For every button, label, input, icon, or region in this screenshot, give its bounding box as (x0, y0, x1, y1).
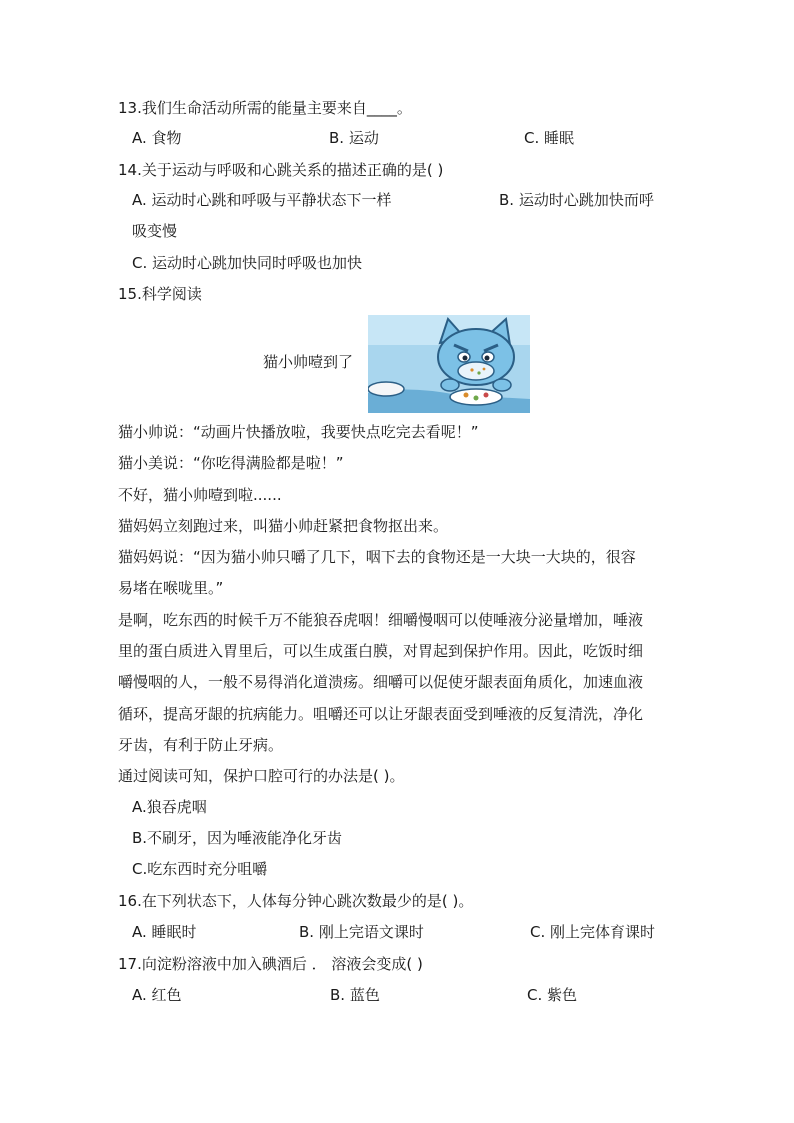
q15-question: 通过阅读可知，保护口腔可行的办法是( )。 (118, 767, 405, 785)
q15-option-b: B.不刷牙，因为唾液能净化牙齿 (132, 829, 343, 847)
passage-line: 里的蛋白质进入胃里后，可以生成蛋白膜，对胃起到保护作用。因此，吃饭时细 (118, 642, 644, 660)
q15-option-a: A.狼吞虎咽 (132, 798, 207, 816)
cat-eating-icon (368, 315, 530, 413)
q14-option-c: C. 运动时心跳加快同时呼吸也加快 (132, 254, 363, 272)
q16-stem: 16.在下列状态下，人体每分钟心跳次数最少的是( )。 (118, 892, 474, 910)
passage-line: 易堵在喉咙里。” (118, 579, 224, 597)
passage-line: 猫小帅说：“动画片快播放啦，我要快点吃完去看呢！” (118, 423, 479, 441)
q14-option-a: A. 运动时心跳和呼吸与平静状态下一样 (132, 191, 392, 209)
passage-line: 不好，猫小帅噎到啦...... (118, 486, 282, 504)
passage-line: 猫妈妈说：“因为猫小帅只嚼了几下，咽下去的食物还是一大块一大块的，很容 (118, 548, 636, 566)
q13-option-c: C. 睡眠 (524, 129, 575, 147)
passage-line: 循环，提高牙龈的抗病能力。咀嚼还可以让牙龈表面受到唾液的反复清洗，净化 (118, 705, 644, 723)
illustration-caption: 猫小帅噎到了 (263, 353, 354, 371)
q17-option-c: C. 紫色 (527, 986, 578, 1004)
passage-line: 牙齿，有利于防止牙病。 (118, 736, 284, 754)
q16-option-a: A. 睡眠时 (132, 923, 197, 941)
passage-line: 嚼慢咽的人，一般不易得消化道溃疡。细嚼可以促使牙龈表面角质化，加速血液 (118, 673, 644, 691)
q14-option-b-line1: B. 运动时心跳加快而呼 (499, 191, 654, 209)
q14-option-b-line2: 吸变慢 (132, 222, 178, 240)
q15-option-c: C.吃东西时充分咀嚼 (132, 860, 268, 878)
q13-option-b: B. 运动 (329, 129, 379, 147)
q13-stem: 13.我们生命活动所需的能量主要来自____。 (118, 99, 412, 117)
q17-option-b: B. 蓝色 (330, 986, 380, 1004)
q16-option-c: C. 刚上完体育课时 (530, 923, 656, 941)
q15-stem: 15.科学阅读 (118, 285, 202, 303)
passage-line: 是啊，吃东西的时候千万不能狼吞虎咽！细嚼慢咽可以使唾液分泌量增加，唾液 (118, 611, 644, 629)
q17-option-a: A. 红色 (132, 986, 182, 1004)
cat-illustration (368, 315, 530, 413)
passage-line: 猫小美说：“你吃得满脸都是啦！” (118, 454, 344, 472)
passage-line: 猫妈妈立刻跑过来，叫猫小帅赶紧把食物抠出来。 (118, 517, 449, 535)
q14-stem: 14.关于运动与呼吸和心跳关系的描述正确的是( ) (118, 161, 444, 179)
q13-option-a: A. 食物 (132, 129, 182, 147)
q17-stem: 17.向淀粉溶液中加入碘酒后 ． 溶液会变成( ) (118, 955, 423, 973)
q16-option-b: B. 刚上完语文课时 (299, 923, 424, 941)
